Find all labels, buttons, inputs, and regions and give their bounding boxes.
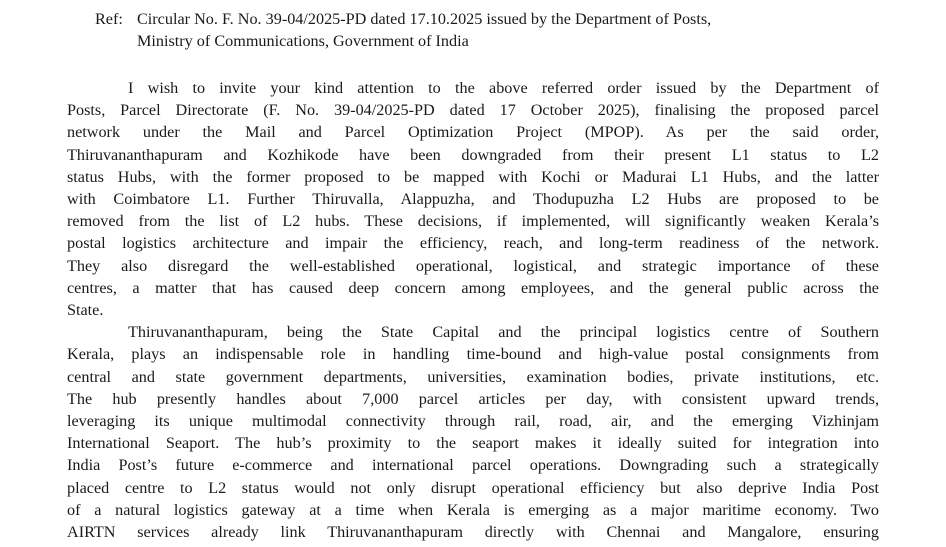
paragraph-line: The hub presently handles about 7,000 parcel articles per day, with consistent upward trends, xyxy=(67,389,879,408)
paragraph-line: Kerala, plays an indispensable role in handling time-bound and high-value postal consignments from xyxy=(67,345,879,364)
paragraph-line: They also disregard the well-established operational, logistical, and strategic importance of these xyxy=(67,256,879,275)
reference-label: Ref: xyxy=(95,10,123,28)
reference-line-1 xyxy=(95,8,895,30)
paragraph-line: central and state government departments, universities, examination bodies, private institutions, etc. xyxy=(67,367,879,386)
paragraph-2 xyxy=(67,321,879,543)
paragraph-line: State. xyxy=(67,301,104,320)
paragraph-line: AIRTN services already link Thiruvananthapuram directly with Chennai and Mangalore, ensuring xyxy=(67,523,879,542)
paragraph-line: leveraging its unique multimodal connectivity through rail, road, air, and the emerging Vizhinjam xyxy=(67,412,879,431)
paragraph-line: of a natural logistics gateway at a time when Kerala is emerging as a major maritime economy. Two xyxy=(67,500,879,519)
paragraph-line: removed from the list of L2 hubs. These decisions, if implemented, will significantly weaken Kerala’s xyxy=(67,212,879,231)
paragraph-line: postal logistics architecture and impair the efficiency, reach, and long-term readiness of the network. xyxy=(67,234,879,253)
reference-text-2: Ministry of Communications, Government of India xyxy=(137,32,469,50)
paragraph-line: network under the Mail and Parcel Optimization Project (MPOP). As per the said order, xyxy=(67,123,879,142)
reference-text-1: Circular No. F. No. 39-04/2025-PD dated 17.10.2025 issued by the Department of Posts, xyxy=(137,10,712,28)
paragraph-line: International Seaport. The hub’s proximity to the seaport makes it ideally suited for integration into xyxy=(67,434,879,453)
paragraph-line: with Coimbatore L1. Further Thiruvalla, Alappuzha, and Thodupuzha L2 Hubs are proposed to be xyxy=(67,190,879,209)
paragraph-line: I wish to invite your kind attention to the above referred order issued by the Department of xyxy=(128,79,879,97)
paragraph-line: Thiruvananthapuram, being the State Capital and the principal logistics centre of Southern xyxy=(128,323,879,342)
paragraph-line: Posts, Parcel Directorate (F. No. 39-04/2025-PD dated 17 October 2025), finalising the proposed parcel xyxy=(67,101,879,120)
reference-block xyxy=(95,8,895,52)
paragraph-line: India Post’s future e-commerce and international parcel operations. Downgrading such a strategically xyxy=(67,456,879,475)
paragraph-1 xyxy=(67,77,879,321)
paragraph-line: Thiruvananthapuram and Kozhikode have been downgraded from their present L1 status to L2 xyxy=(67,145,879,164)
letter-body xyxy=(67,77,879,543)
paragraph-line: status Hubs, with the former proposed to be mapped with Kochi or Madurai L1 Hubs, and the latter xyxy=(67,167,879,186)
paragraph-line: centres, a matter that has caused deep concern among employees, and the general public across the xyxy=(67,278,879,297)
paragraph-line: placed centre to L2 status would not only disrupt operational efficiency but also deprive India Post xyxy=(67,478,879,497)
